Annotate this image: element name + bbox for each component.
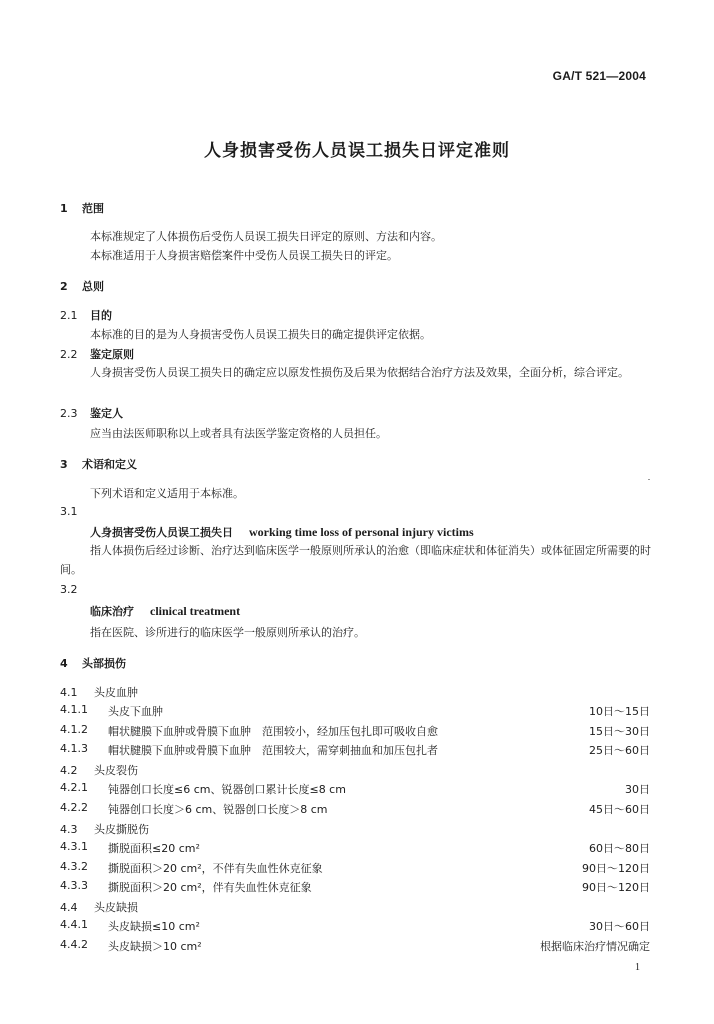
section-number: 2 [60, 280, 68, 293]
row-days: 90日～120日 [582, 881, 650, 894]
term-chinese: 人身损害受伤人员误工损失日 [90, 526, 233, 539]
section-number: 3 [60, 458, 68, 471]
table-row [60, 918, 650, 934]
row-days: 根据临床治疗情况确定 [540, 940, 650, 953]
term-3-2 [90, 603, 240, 619]
section-3-heading [60, 456, 137, 472]
group-4-4 [60, 899, 138, 915]
row-description: 撕脱面积＞20 cm²，伴有失血性休克征象 [108, 881, 312, 894]
section-2-3-paragraph: 应当由法医师职称以上或者具有法医学鉴定资格的人员担任。 [90, 427, 387, 440]
row-number: 4.2.1 [60, 781, 88, 794]
scan-speck [648, 479, 650, 480]
group-number: 4.1 [60, 686, 78, 699]
row-description: 帽状腱膜下血肿或骨膜下血肿 范围较小，经加压包扎即可吸收自愈 [108, 725, 438, 738]
section-title: 总则 [82, 280, 104, 293]
table-row [60, 879, 650, 895]
group-number: 4.4 [60, 901, 78, 914]
section-number: 2.3 [60, 407, 78, 420]
group-title: 头皮裂伤 [94, 764, 138, 777]
group-title: 头皮缺损 [94, 901, 138, 914]
section-2-1-heading [60, 307, 112, 323]
row-days: 10日～15日 [589, 705, 650, 718]
row-days: 30日～60日 [589, 920, 650, 933]
row-number: 4.3.3 [60, 879, 88, 892]
term-chinese: 临床治疗 [90, 605, 134, 618]
group-number: 4.3 [60, 823, 78, 836]
section-number: 1 [60, 202, 68, 215]
row-days: 25日～60日 [589, 744, 650, 757]
section-1-paragraph-1: 本标准规定了人体损伤后受伤人员误工损失日评定的原则、方法和内容。 [90, 230, 442, 243]
section-2-heading [60, 278, 104, 294]
group-4-3 [60, 821, 149, 837]
table-row [60, 723, 650, 739]
table-row [60, 742, 650, 758]
table-row [60, 703, 650, 719]
row-number: 4.1.3 [60, 742, 88, 755]
row-days: 90日～120日 [582, 862, 650, 875]
section-3-2-number [60, 583, 90, 596]
row-days: 60日～80日 [589, 842, 650, 855]
section-2-2-paragraph: 人身损害受伤人员误工损失日的确定应以原发性损伤及后果为依据结合治疗方法及效果，全面分析，综合评定。 [90, 366, 629, 379]
term-english: working time loss of personal injury victims [249, 525, 474, 539]
term-3-1-definition: 指人体损伤后经过诊断、治疗达到临床医学一般原则所承认的治愈（即临床症状和体征消失）或体征固定所需要的时间。 [60, 544, 651, 576]
row-description: 帽状腱膜下血肿或骨膜下血肿 范围较大，需穿刺抽血和加压包扎者 [108, 744, 438, 757]
section-4-heading [60, 655, 126, 671]
row-number: 4.3.2 [60, 860, 88, 873]
section-2-2-heading [60, 346, 134, 362]
section-3-1-number [60, 505, 90, 518]
section-number: 2.2 [60, 348, 78, 361]
section-1-heading [60, 200, 104, 216]
row-days: 15日～30日 [589, 725, 650, 738]
term-english: clinical treatment [150, 604, 241, 618]
document-title: 人身损害受伤人员误工损失日评定准则 [204, 141, 510, 161]
row-number: 4.3.1 [60, 840, 88, 853]
group-4-1 [60, 684, 138, 700]
row-description: 撕脱面积＞20 cm²，不伴有失血性休克征象 [108, 862, 323, 875]
table-row [60, 860, 650, 876]
group-4-2 [60, 762, 138, 778]
section-number: 3.2 [60, 583, 78, 596]
section-title: 头部损伤 [82, 657, 126, 670]
row-number: 4.2.2 [60, 801, 88, 814]
group-number: 4.2 [60, 764, 78, 777]
row-days: 30日 [625, 783, 650, 796]
section-number: 2.1 [60, 309, 78, 322]
row-description: 撕脱面积≤20 cm² [108, 842, 200, 855]
section-title: 鉴定人 [90, 407, 123, 420]
row-description: 头皮下血肿 [108, 705, 163, 718]
section-2-3-heading [60, 405, 123, 421]
section-title: 范围 [82, 202, 104, 215]
row-number: 4.1.2 [60, 723, 88, 736]
standard-code: GA/T 521—2004 [552, 69, 646, 83]
row-description: 头皮缺损＞10 cm² [108, 940, 202, 953]
table-row [60, 801, 650, 817]
section-number: 4 [60, 657, 68, 670]
row-number: 4.4.2 [60, 938, 88, 951]
term-3-1 [90, 524, 474, 540]
row-description: 钝器创口长度＞6 cm、锐器创口长度＞8 cm [108, 803, 328, 816]
section-number: 3.1 [60, 505, 78, 518]
table-row [60, 938, 650, 954]
row-description: 钝器创口长度≤6 cm、锐器创口累计长度≤8 cm [108, 783, 346, 796]
table-row [60, 840, 650, 856]
section-1-paragraph-2: 本标准适用于人身损害赔偿案件中受伤人员误工损失日的评定。 [90, 249, 398, 262]
term-3-2-definition: 指在医院、诊所进行的临床医学一般原则所承认的治疗。 [90, 626, 365, 639]
section-2-1-paragraph: 本标准的目的是为人身损害受伤人员误工损失日的确定提供评定依据。 [90, 328, 431, 341]
group-title: 头皮血肿 [94, 686, 138, 699]
row-number: 4.4.1 [60, 918, 88, 931]
section-title: 目的 [90, 309, 112, 322]
row-description: 头皮缺损≤10 cm² [108, 920, 200, 933]
section-title: 术语和定义 [82, 458, 137, 471]
page-number: 1 [635, 962, 640, 973]
section-title: 鉴定原则 [90, 348, 134, 361]
section-3-intro: 下列术语和定义适用于本标准。 [90, 487, 244, 500]
row-days: 45日～60日 [589, 803, 650, 816]
row-number: 4.1.1 [60, 703, 88, 716]
table-row [60, 781, 650, 797]
group-title: 头皮撕脱伤 [94, 823, 149, 836]
